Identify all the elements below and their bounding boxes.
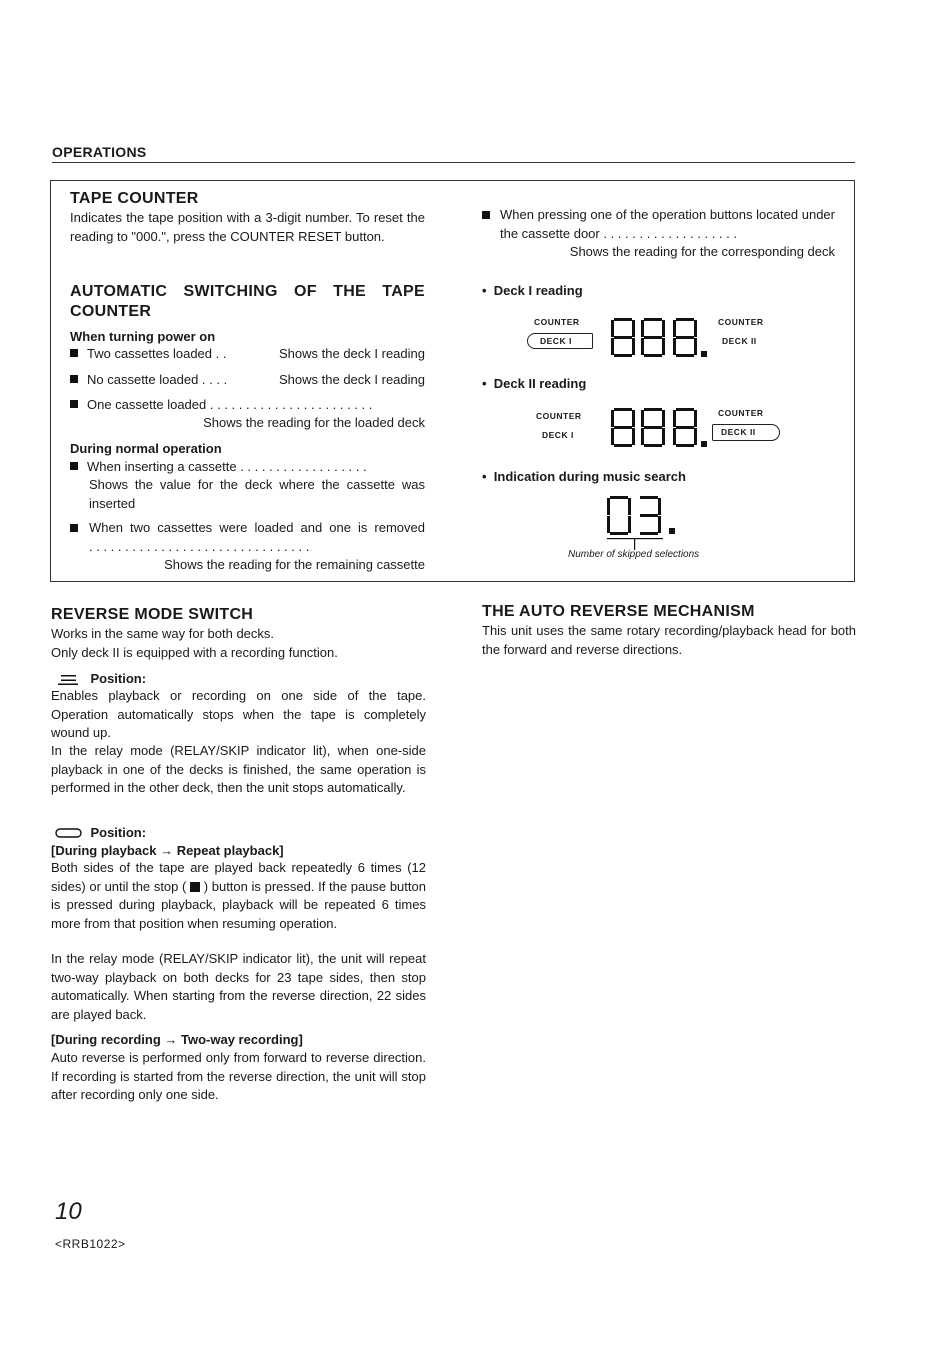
deck2-indicator-frame	[712, 424, 780, 441]
pos2-label: Position:	[90, 825, 147, 840]
bullet-square-icon	[482, 211, 490, 219]
music-search-caption: Number of skipped selections	[568, 549, 700, 560]
lcd-counter-label: COUNTER	[718, 317, 764, 327]
lcd-counter-label: COUNTER	[534, 317, 580, 327]
auto-reverse-title: THE AUTO REVERSE MECHANISM	[482, 603, 755, 620]
item-label: When inserting a cassette	[87, 459, 237, 474]
auto-switch-title: AUTOMATIC SWITCHING OF THE TAPE COUNTER	[70, 283, 425, 320]
bullet-square-icon	[70, 462, 78, 470]
music-search-heading-text: Indication during music search	[493, 469, 686, 484]
two-way-position-row	[55, 824, 146, 842]
deck1-indicator-frame	[527, 333, 593, 349]
leader-dots: . . . . . . . . . . . . . . . . . . . . . . .	[206, 397, 373, 412]
deck2-heading: • Deck II reading	[482, 376, 587, 391]
item-result: Shows the value for the deck where the cassette was inserted	[89, 477, 425, 511]
pos2-text-a: Both sides of the tape are played back repeatedly 6 times (12 sides) or until the stop (	[51, 860, 426, 894]
stop-square-icon	[190, 882, 200, 892]
item-label: When pressing one of the operation buttons located under the cassette door	[500, 207, 835, 241]
bullet-square-icon	[70, 349, 78, 357]
two-way-mode-icon	[55, 827, 83, 839]
item-label: Two cassettes loaded	[87, 346, 213, 361]
page-number: 10	[55, 1198, 82, 1225]
section-header: OPERATIONS	[52, 144, 147, 160]
lcd-deck-label: DECK I	[540, 336, 572, 346]
deck1-heading: • Deck I reading	[482, 283, 583, 298]
item-result: Shows the reading for the corresponding deck	[569, 244, 835, 259]
bullet-square-icon	[70, 375, 78, 383]
pos2-text-b: ) button is pressed. If the pause button is pressed during playback, playback will be repeated 6 times more from that position when resuming operation.	[51, 878, 426, 931]
lcd-counter-label: COUNTER	[536, 411, 582, 421]
item-result: Shows the reading for the loaded deck	[203, 415, 425, 430]
normal-op-heading: During normal operation	[70, 441, 222, 456]
pos2-paragraph3: Auto reverse is performed only from forward to reverse direction. If recording is started from the reverse direction, the unit will stop after recording only one side.	[51, 1050, 426, 1103]
lcd-deck-label: DECK II	[722, 336, 757, 346]
music-search-digits-icon	[607, 496, 693, 550]
auto-reverse-body: This unit uses the same rotary recording/playback head for both the forward and reverse directions.	[482, 623, 856, 657]
tape-counter-title: TAPE COUNTER	[70, 190, 199, 207]
pos2-paragraph2: In the relay mode (RELAY/SKIP indicator lit), the unit will repeat two-way playback on both decks for 23 tape sides, then stop automatically. When starting from the reverse direction, 22 sides are played back.	[51, 951, 426, 1022]
reverse-mode-line1: Works in the same way for both decks.	[51, 626, 275, 641]
list-item	[70, 519, 425, 556]
list-item	[70, 345, 425, 364]
list-item	[70, 458, 425, 477]
header-rule	[52, 162, 855, 163]
music-search-heading: • Indication during music search	[482, 469, 686, 484]
reverse-mode-line2: Only deck II is equipped with a recording function.	[51, 645, 338, 660]
leader-dots: . . . . . . . . . . . . . . . . . . .	[599, 225, 737, 241]
item-label: One cassette loaded	[87, 397, 207, 412]
reverse-mode-title: REVERSE MODE SWITCH	[51, 606, 254, 623]
lcd-digits-icon	[611, 408, 709, 448]
lcd-counter-label: COUNTER	[718, 408, 764, 418]
pos1-paragraph2: In the relay mode (RELAY/SKIP indicator lit), when one-side playback in one of the decks is finished, the same operation is performed in the other deck, then the unit stops automatically.	[51, 743, 426, 796]
pos2-paragraph1	[51, 859, 426, 933]
pos1-paragraph1: Enables playback or recording on one side of the tape. Operation automatically stops when the tape is completely wound up.	[51, 688, 426, 741]
document-code: <RRB1022>	[55, 1237, 126, 1251]
tape-counter-body: Indicates the tape position with a 3-digit number. To reset the reading to "000.", press the COUNTER RESET button.	[70, 210, 425, 244]
leader-dots: . . . . . . . . . . . . . . . . . .	[236, 459, 367, 474]
deck1-lcd	[525, 313, 785, 358]
deck2-lcd	[530, 403, 790, 448]
item-label: When two cassettes were loaded and one is removed	[89, 520, 425, 535]
item-result: Shows the reading for the remaining cassette	[164, 557, 425, 572]
deck1-heading-text: Deck I reading	[493, 283, 583, 298]
pos2-subheading2: [During recording → Two-way recording]	[51, 1032, 303, 1047]
deck2-heading-text: Deck II reading	[493, 376, 587, 391]
bullet-square-icon	[70, 524, 78, 532]
list-item	[482, 206, 835, 243]
leader-dots: . . . . . . . . . . . . . . . . . . . . . . . . . . . . . . .	[89, 538, 310, 554]
item-result: Shows the deck I reading	[279, 372, 425, 387]
list-item	[70, 371, 425, 390]
one-way-position-row	[58, 670, 146, 688]
lcd-deck-label: DECK II	[721, 427, 756, 437]
leader-dots: . . . .	[198, 372, 228, 387]
pos1-label: Position:	[90, 671, 147, 686]
lcd-deck-label: DECK I	[542, 430, 574, 440]
bullet-square-icon	[70, 400, 78, 408]
leader-dots: . .	[212, 346, 227, 361]
pos2-subheading1: [During playback → Repeat playback]	[51, 843, 284, 858]
power-on-heading: When turning power on	[70, 329, 216, 344]
one-way-mode-icon	[58, 673, 80, 685]
item-result: Shows the deck I reading	[279, 346, 425, 361]
item-label: No cassette loaded	[87, 372, 199, 387]
list-item	[70, 396, 425, 415]
lcd-digits-icon	[611, 318, 709, 358]
